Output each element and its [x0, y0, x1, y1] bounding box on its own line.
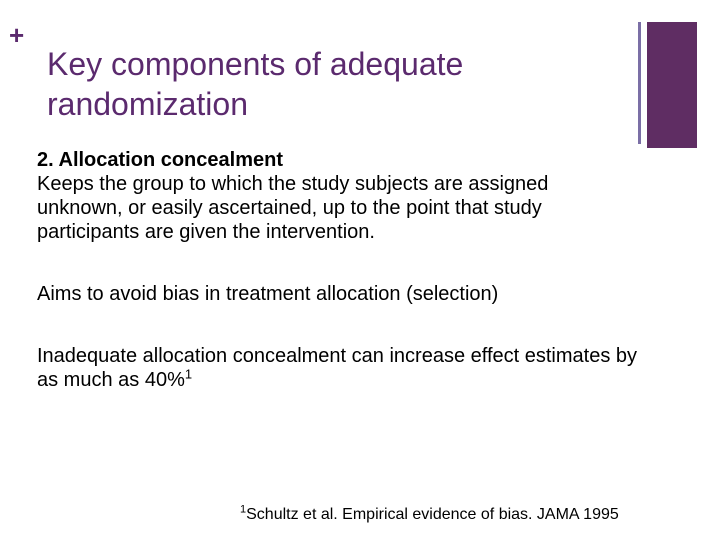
slide-body [37, 148, 637, 392]
footnote [240, 505, 710, 525]
accent-line [638, 22, 641, 144]
subheading: 2. Allocation concealment [37, 149, 283, 171]
accent-block [647, 22, 697, 148]
effect-paragraph [37, 344, 637, 392]
slide-title: Key components of adequate randomization [47, 46, 464, 122]
plus-decoration-icon: + [9, 20, 25, 50]
effect-text: Inadequate allocation concealment can increase effect estimates by as much as 40% [37, 345, 637, 391]
aim-text: Aims to avoid bias in treatment allocation (selection) [37, 283, 499, 305]
definition-text: Keeps the group to which the study subjects are assigned unknown, or easily ascertained, up to the point that study participants are given the intervention. [37, 173, 549, 243]
footnote-text: Schultz et al. Empirical evidence of bias. JAMA 1995 [246, 506, 619, 523]
reference-marker: 1 [184, 366, 193, 382]
footnote-marker: 1 [240, 503, 247, 516]
